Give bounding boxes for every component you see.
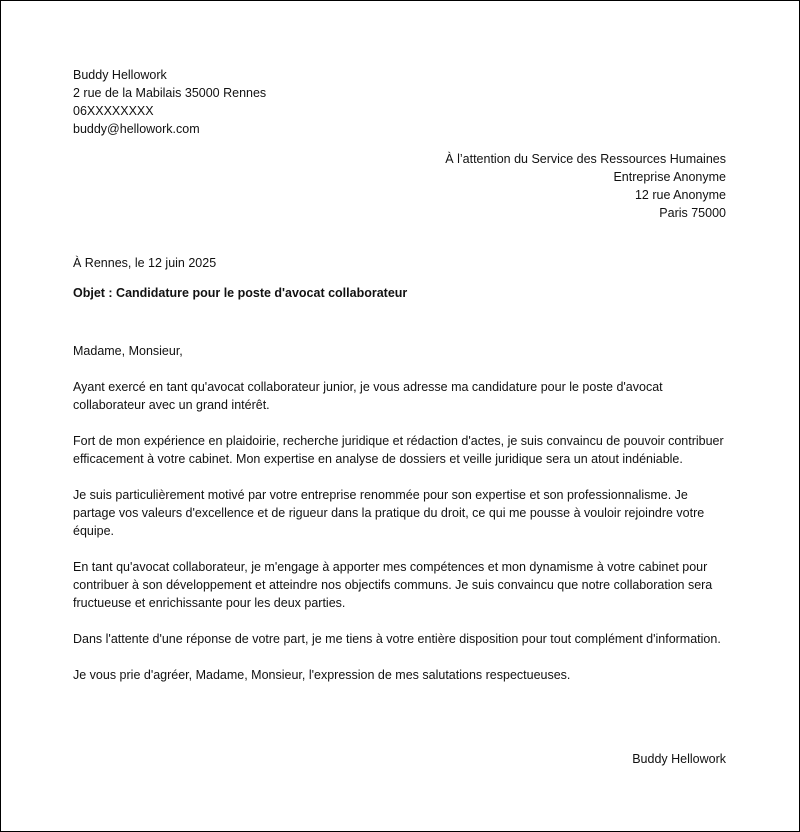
body-paragraph: Je suis particulièrement motivé par votre entreprise renommée pour son expertise et son professionnalisme. Je partage vos valeurs d'excellence et de rigueur dans la pratique du droit, ce qui me pousse à vouloir rejoindre votre équipe. xyxy=(73,488,705,538)
recipient-block xyxy=(326,150,726,222)
sender-name: Buddy Hellowork xyxy=(73,68,167,82)
closing-paragraph: Je vous prie d'agréer, Madame, Monsieur, l'expression de mes salutations respectueuses. xyxy=(73,668,571,682)
body-paragraph: Dans l'attente d'une réponse de votre part, je me tiens à votre entière disposition pour tout complément d'information. xyxy=(73,632,721,646)
sender-phone: 06XXXXXXXX xyxy=(73,104,154,118)
body-paragraph: En tant qu'avocat collaborateur, je m'engage à apporter mes compétences et mon dynamisme à votre cabinet pour contribuer à son développement et atteindre nos objectifs communs. Je suis convaincu que notre collaboration sera fructueuse et enrichissante pour les deux parties. xyxy=(73,560,713,610)
date-line: À Rennes, le 12 juin 2025 xyxy=(73,256,217,270)
recipient-company: Entreprise Anonyme xyxy=(613,170,726,184)
recipient-city: Paris 75000 xyxy=(659,206,726,220)
salutation: Madame, Monsieur, xyxy=(73,344,183,358)
signature: Buddy Hellowork xyxy=(632,752,726,766)
subject-line: Objet : Candidature pour le poste d'avocat collaborateur xyxy=(73,286,408,300)
letter-body xyxy=(73,342,733,702)
recipient-street: 12 rue Anonyme xyxy=(634,188,726,202)
sender-block xyxy=(73,66,473,138)
sender-email: buddy@hellowork.com xyxy=(73,122,200,136)
body-paragraph: Ayant exercé en tant qu'avocat collaborateur junior, je vous adresse ma candidature pour le poste d'avocat collaborateur avec un grand intérêt. xyxy=(73,380,663,412)
body-paragraph: Fort de mon expérience en plaidoirie, recherche juridique et rédaction d'actes, je suis convaincu de pouvoir contribuer efficacement à votre cabinet. Mon expertise en analyse de dossiers et veille juridique sera un atout indéniable. xyxy=(73,434,724,466)
sender-address: 2 rue de la Mabilais 35000 Rennes xyxy=(73,86,267,100)
recipient-attention: À l’attention du Service des Ressources Humaines xyxy=(445,152,726,166)
